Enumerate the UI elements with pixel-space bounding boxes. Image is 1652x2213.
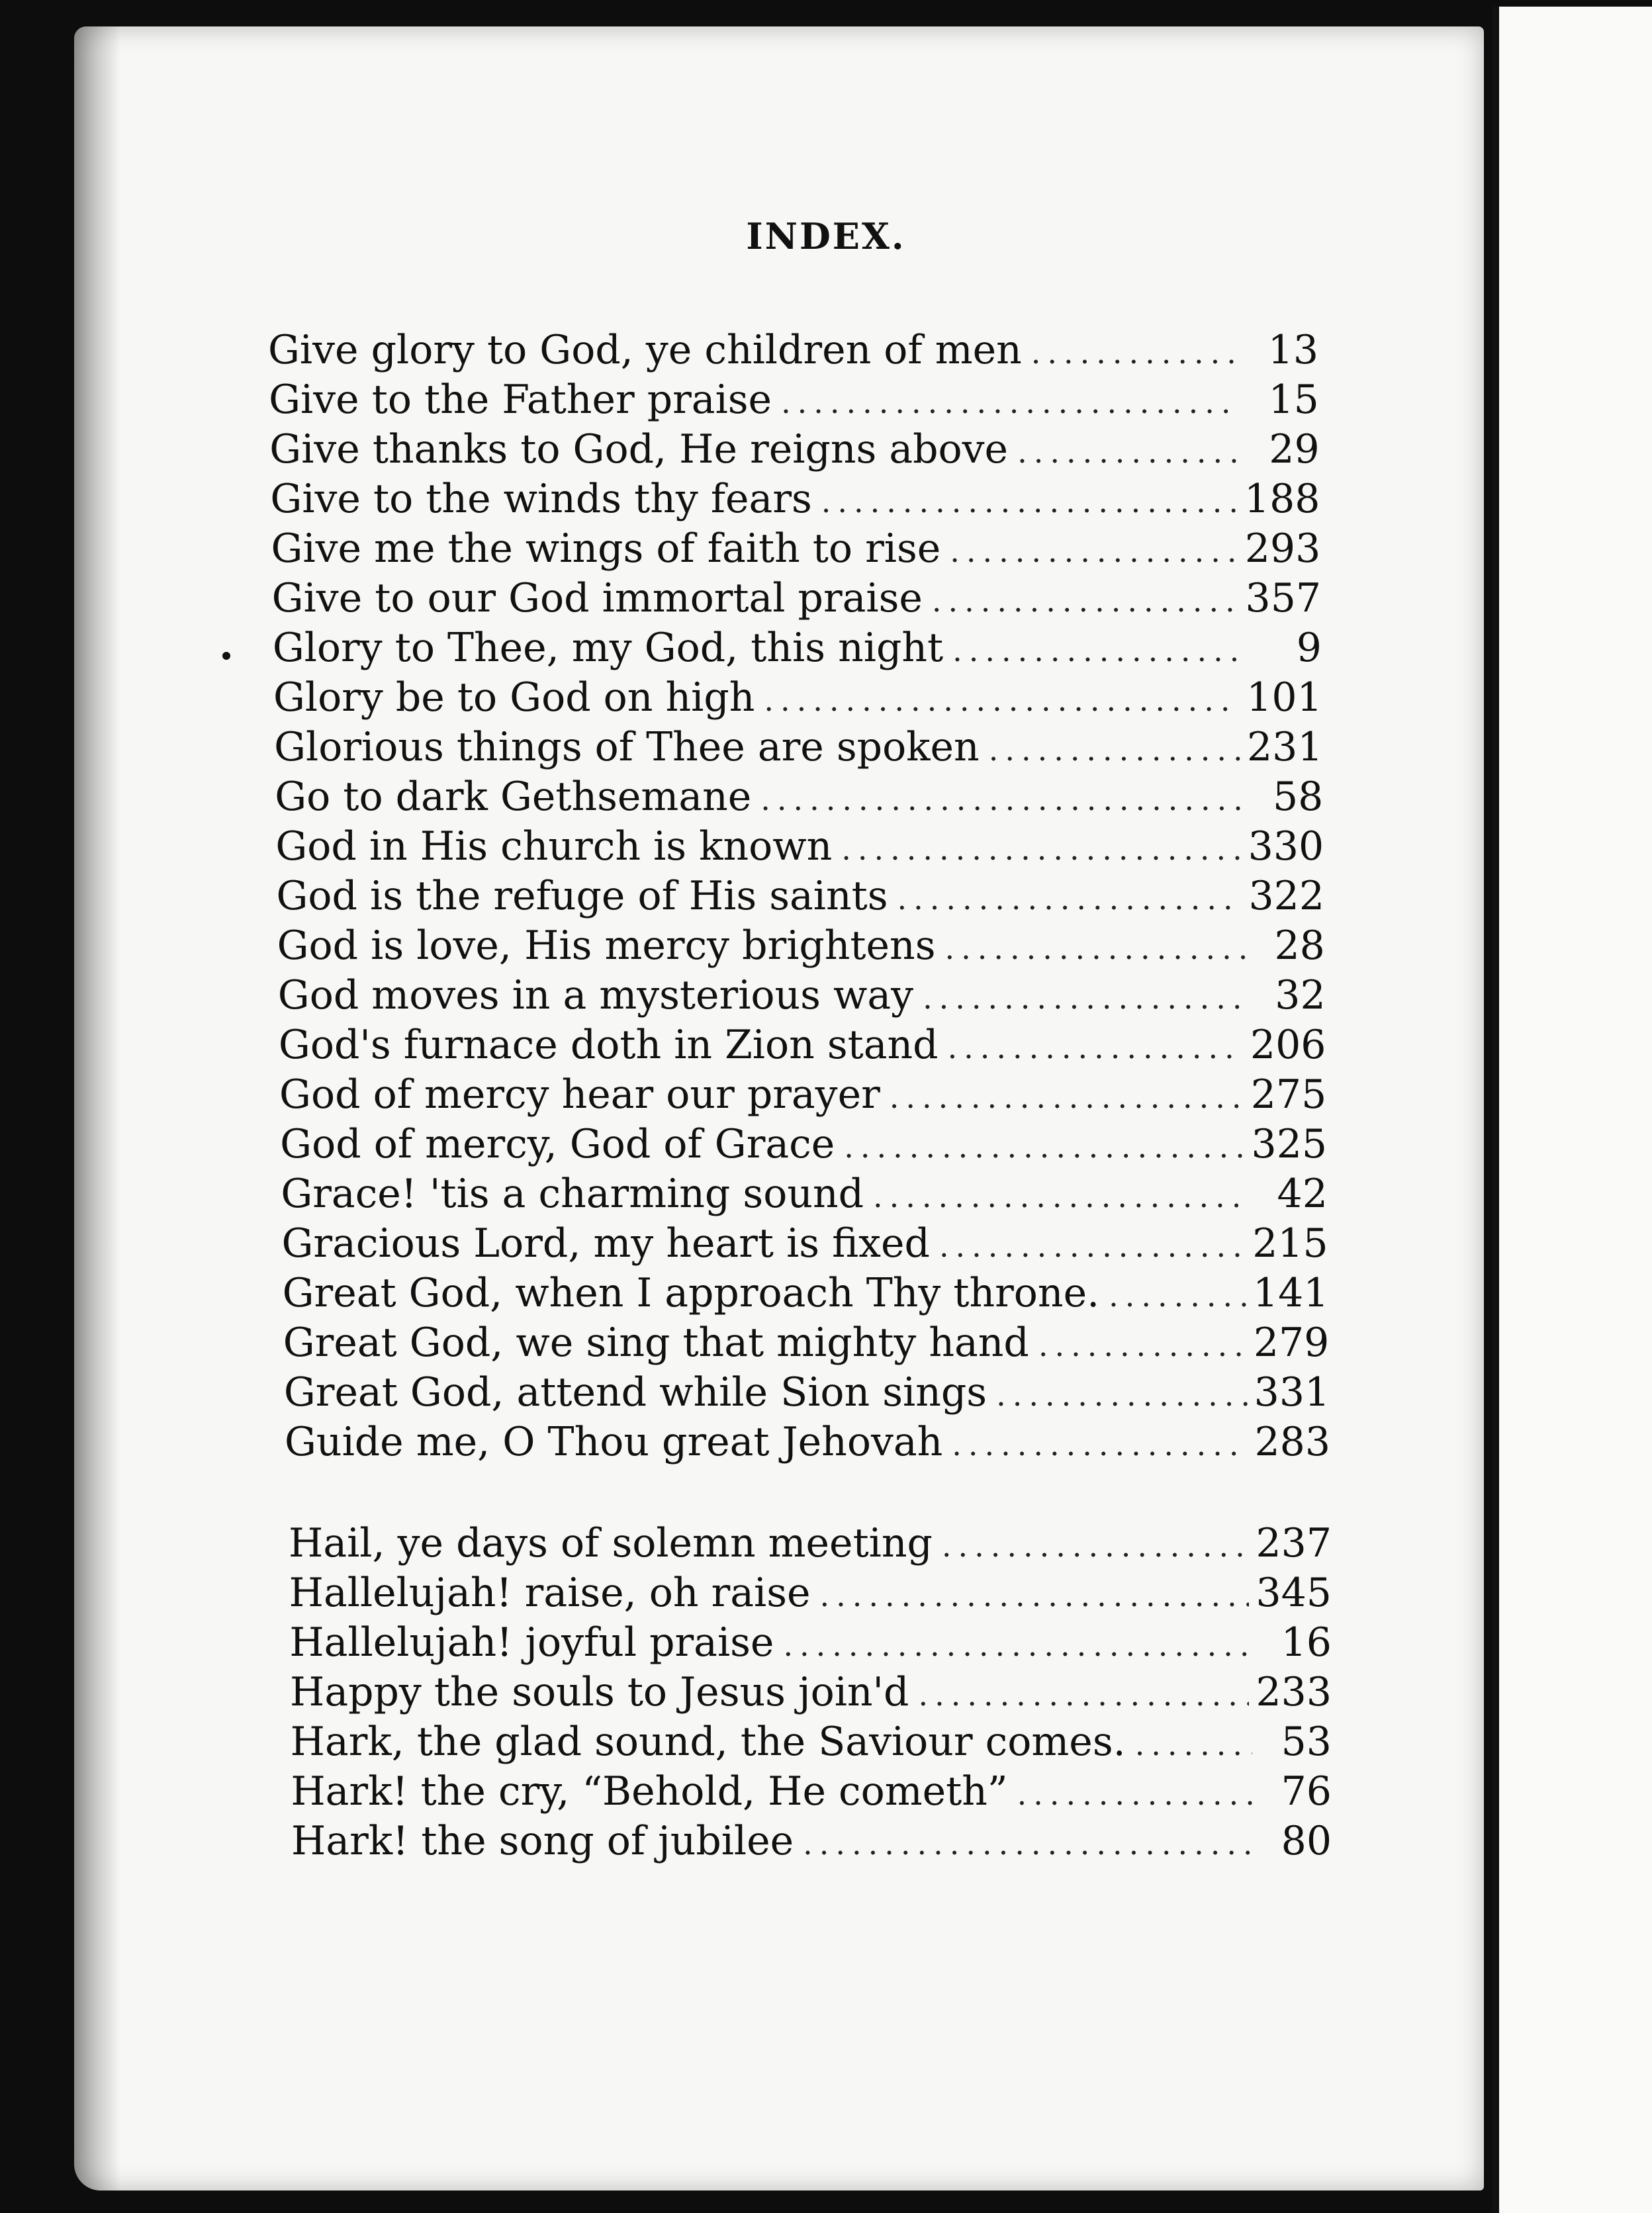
entry-title: Guide me, O Thou great Jehovah (285, 1419, 943, 1465)
hymn-number: 331 (1254, 1369, 1330, 1416)
index-entry (269, 425, 1319, 474)
entry-title: Grace! 'tis a charming sound (281, 1171, 864, 1217)
dot-leader (1038, 1321, 1247, 1371)
entry-title: Hallelujah! joyful praise (289, 1619, 774, 1666)
hymn-number: 101 (1246, 674, 1322, 721)
dot-leader (996, 1371, 1248, 1420)
hymn-number: 325 (1251, 1121, 1328, 1167)
dot-leader (821, 477, 1238, 527)
entry-title: Hail, ye days of solemn meeting (289, 1520, 933, 1566)
index-entry (275, 822, 1324, 872)
dot-leader (897, 874, 1242, 924)
entry-title: Great God, attend while Sion sings (283, 1369, 987, 1416)
hymn-number: 345 (1256, 1570, 1332, 1616)
index-entry (268, 326, 1318, 375)
hymn-number: 15 (1268, 377, 1319, 423)
entry-title: Happy the souls to Jesus join'd (290, 1669, 909, 1715)
index-entry (281, 1169, 1328, 1219)
entry-title: Give glory to God, ye children of men (268, 327, 1022, 373)
hymn-number: 322 (1248, 873, 1324, 919)
hymn-number: 283 (1254, 1419, 1330, 1465)
dot-leader (760, 775, 1244, 825)
entry-title: Give me the wings of faith to rise (271, 525, 941, 572)
index-entry (289, 1568, 1332, 1618)
index-entry (291, 1817, 1332, 1866)
index-entry (291, 1717, 1332, 1767)
hymn-number: 215 (1252, 1220, 1328, 1267)
index-entry (285, 1418, 1330, 1467)
dot-leader (1109, 1271, 1246, 1321)
hymn-number: 9 (1296, 625, 1322, 671)
index-entry (281, 1219, 1328, 1269)
hymn-number: 330 (1248, 823, 1324, 870)
dot-leader (781, 378, 1240, 428)
entry-title: Give to the Father praise (269, 377, 772, 423)
dot-leader (820, 1571, 1250, 1621)
index-group-h (0, 1519, 1652, 1866)
dot-leader (932, 576, 1239, 626)
index-entry (269, 375, 1319, 425)
entry-title: God is love, His mercy brightens (277, 923, 936, 969)
hymn-number: 231 (1247, 724, 1323, 770)
entry-title: Hark! the cry, “Behold, He cometh” (291, 1768, 1008, 1815)
dot-leader (950, 527, 1238, 576)
dot-leader (989, 725, 1240, 775)
hymn-number: 76 (1281, 1768, 1332, 1815)
hymn-number: 28 (1274, 923, 1325, 969)
dot-leader (952, 1420, 1248, 1470)
hymn-number: 293 (1244, 525, 1321, 572)
hymn-number: 206 (1250, 1022, 1326, 1068)
index-entry (289, 1519, 1332, 1568)
dot-leader (803, 1819, 1252, 1869)
entry-title: Hallelujah! raise, oh raise (289, 1570, 811, 1616)
index-entry (274, 723, 1322, 772)
dot-leader (952, 626, 1242, 676)
dot-leader (923, 973, 1246, 1023)
index-entry (291, 1767, 1332, 1817)
hymn-number: 53 (1281, 1719, 1332, 1765)
hymn-number: 279 (1253, 1320, 1330, 1366)
dot-leader (1135, 1720, 1252, 1770)
index-entry (272, 574, 1321, 623)
hymn-number: 233 (1256, 1669, 1332, 1715)
entry-title: Give thanks to God, He reigns above (269, 426, 1009, 473)
entry-title: Glory be to God on high (273, 674, 755, 721)
hymn-number: 188 (1244, 476, 1320, 522)
dot-leader (948, 1023, 1244, 1073)
hymn-number: 13 (1267, 327, 1318, 373)
index-entry (283, 1318, 1330, 1368)
hymn-number: 80 (1281, 1818, 1332, 1864)
index-entry (278, 971, 1326, 1020)
entry-title: God of mercy hear our prayer (279, 1071, 880, 1118)
index-entry (270, 474, 1320, 524)
index-entry (279, 1020, 1326, 1070)
index-entry (283, 1269, 1329, 1318)
dot-leader (841, 825, 1241, 874)
dot-leader (844, 1122, 1244, 1172)
index-entry (277, 921, 1325, 971)
index-entry (289, 1618, 1332, 1668)
index-entry (280, 1120, 1327, 1169)
entry-title: Give to the winds thy fears (270, 476, 812, 522)
hymn-number: 42 (1277, 1171, 1328, 1217)
index-entry (277, 872, 1325, 921)
dot-leader (942, 1521, 1250, 1571)
dot-leader (764, 676, 1240, 725)
dot-leader (873, 1172, 1248, 1222)
hymn-number: 58 (1272, 774, 1324, 820)
hymn-number: 275 (1250, 1071, 1327, 1118)
dot-leader (945, 924, 1246, 973)
dot-leader (1017, 1770, 1252, 1819)
dot-leader (1031, 328, 1239, 378)
entry-title: Glory to Thee, my God, this night (272, 625, 944, 671)
index-entry (275, 772, 1323, 822)
hymn-number: 32 (1275, 972, 1326, 1018)
entry-title: Hark! the song of jubilee (291, 1818, 794, 1864)
entry-title: God is the refuge of His saints (276, 873, 888, 919)
entry-title: Glorious things of Thee are spoken (274, 724, 980, 770)
index-entry (290, 1668, 1332, 1717)
hymn-number: 141 (1253, 1270, 1329, 1316)
entry-title: Gracious Lord, my heart is fixed (281, 1220, 930, 1267)
index-entry (284, 1368, 1330, 1418)
entry-title: God in His church is known (275, 823, 833, 870)
dot-leader (783, 1621, 1252, 1670)
entry-title: God of mercy, God of Grace (280, 1121, 835, 1167)
entry-title: Great God, we sing that mighty hand (283, 1320, 1029, 1366)
hymn-number: 16 (1281, 1619, 1332, 1666)
index-entry (273, 673, 1322, 723)
entry-title: Go to dark Gethsemane (275, 774, 752, 820)
entry-title: Great God, when I approach Thy throne. (282, 1270, 1100, 1316)
entry-title: Hark, the glad sound, the Saviour comes. (290, 1719, 1126, 1765)
dot-leader (918, 1670, 1249, 1720)
hymn-number: 357 (1245, 575, 1322, 621)
entry-title: God's furnace doth in Zion stand (278, 1022, 939, 1068)
index-list (0, 326, 1652, 1866)
index-entry (279, 1070, 1326, 1120)
index-group-g (0, 326, 1652, 1467)
dot-leader (890, 1073, 1244, 1122)
entry-title: Give to our God immortal praise (271, 575, 923, 621)
entry-title: God moves in a mysterious way (277, 972, 914, 1018)
dot-leader (939, 1222, 1246, 1271)
dot-leader (1017, 428, 1240, 477)
hymn-number: 237 (1256, 1520, 1332, 1566)
index-entry (273, 623, 1322, 673)
hymn-number: 29 (1269, 426, 1320, 473)
index-entry (271, 524, 1321, 574)
page-title: INDEX. (746, 215, 906, 257)
